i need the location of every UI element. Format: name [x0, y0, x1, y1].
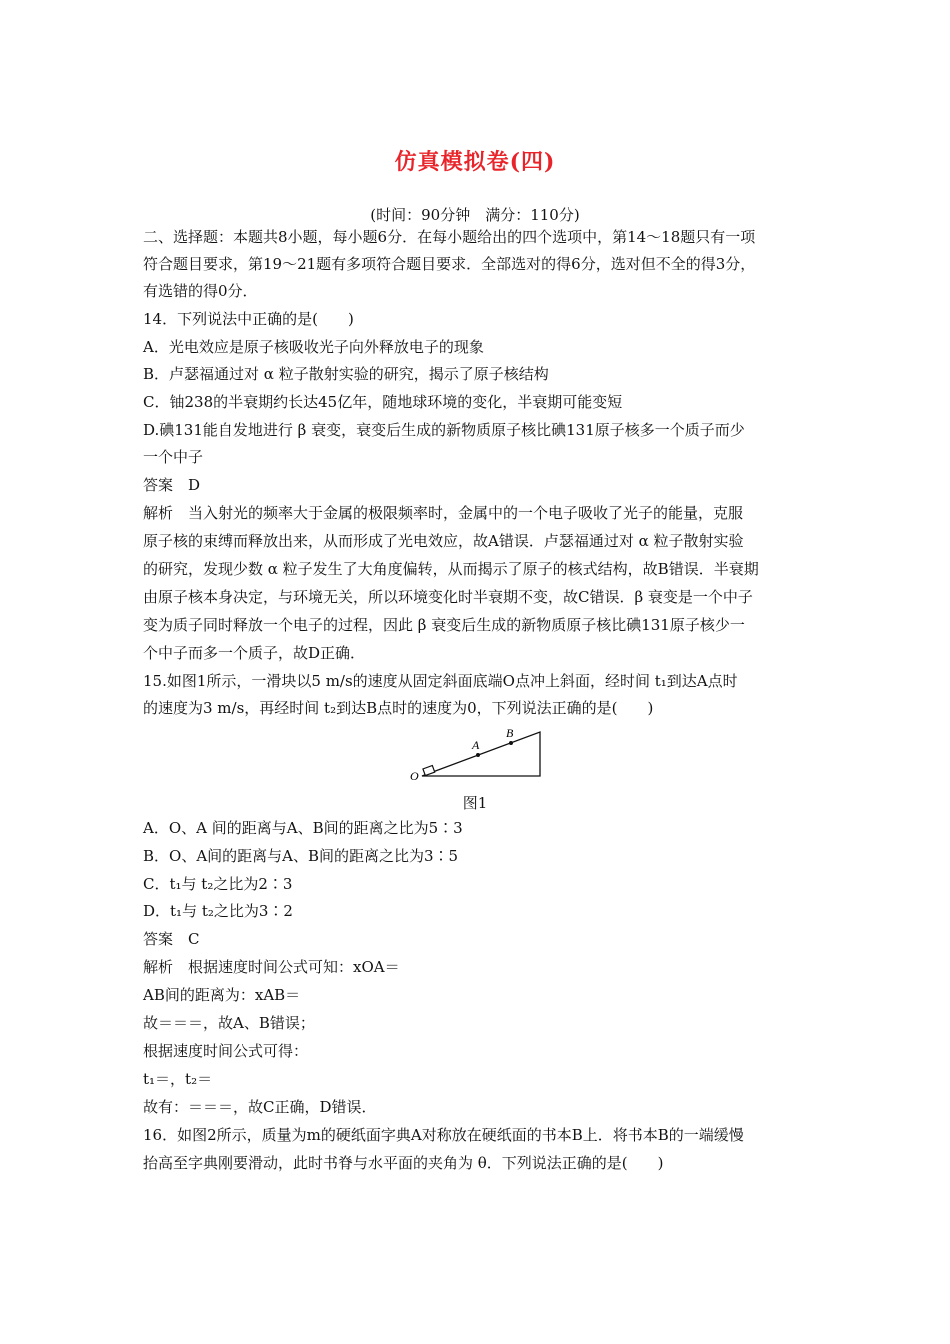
question-16: 16．如图2所示，质量为m的硬纸面字典A对称放在硬纸面的书本B上．将书本B的一端缓慢 [143, 1126, 744, 1144]
figure-caption: 图1 [462, 794, 488, 812]
point-a-dot [476, 753, 480, 757]
text-line: 二、选择题：本题共8小题，每小题6分．在每小题给出的四个选项中，第14～18题只有一项 [143, 228, 756, 246]
incline-triangle [422, 732, 540, 776]
analysis-line: 变为质子同时释放一个电子的过程，因此 β 衰变后生成的新物质原子核比碘131原子核少一 [143, 616, 745, 634]
analysis-line: 故有：＝＝＝，故C正确，D错误． [143, 1098, 377, 1116]
option-c: C．t₁与 t₂之比为2∶3 [143, 875, 293, 893]
analysis-line: 根据速度时间公式可得： [143, 1042, 309, 1060]
analysis-15: 解析 根据速度时间公式可知：xOA＝ [143, 958, 400, 976]
text-line: 符合题目要求，第19～21题有多项符合题目要求．全部选对的得6分，选对但不全的得3分， [143, 255, 756, 273]
analysis-14: 解析 当入射光的频率大于金属的极限频率时，金属中的一个电子吸收了光子的能量，克服 [143, 504, 744, 522]
page-title: 仿真模拟卷(四) [394, 149, 556, 175]
analysis-line: 由原子核本身决定，与环境无关，所以环境变化时半衰期不变，故C错误．β 衰变是一个中子 [143, 588, 753, 606]
answer-14: 答案 D [143, 476, 201, 494]
slider-block [423, 766, 435, 776]
label-o: O [410, 769, 419, 782]
question-15-cont: 的速度为3 m/s，再经时间 t₂到达B点时的速度为0，下列说法正确的是( ) [143, 699, 654, 717]
answer-15: 答案 C [143, 930, 200, 948]
analysis-line: 原子核的束缚而释放出来，从而形成了光电效应，故A错误．卢瑟福通过对 α 粒子散射实验 [143, 532, 744, 550]
question-16-cont: 抬高至字典刚要滑动，此时书脊与水平面的夹角为 θ．下列说法正确的是( ) [143, 1154, 664, 1172]
incline-figure [400, 720, 550, 782]
option-d-cont: 一个中子 [143, 448, 204, 466]
label-b: B [506, 726, 514, 740]
option-a: A．O、A 间的距离与A、B间的距离之比为5∶3 [143, 819, 463, 837]
point-b-dot [509, 741, 513, 745]
option-b: B．O、A间的距离与A、B间的距离之比为3∶5 [143, 847, 459, 865]
question-14: 14．下列说法中正确的是( ) [143, 310, 354, 328]
text-line: 有选错的得0分． [143, 282, 258, 300]
analysis-line: 的研究，发现少数 α 粒子发生了大角度偏转，从而揭示了原子的核式结构，故B错误．半衰期 [143, 560, 759, 578]
label-a: A [472, 738, 480, 752]
option-c: C．铀238的半衰期约长达45亿年，随地球环境的变化，半衰期可能变短 [143, 393, 623, 411]
analysis-line: AB间的距离为：xAB＝ [143, 986, 301, 1004]
option-d: D．t₁与 t₂之比为3∶2 [143, 902, 293, 920]
option-a: A．光电效应是原子核吸收光子向外释放电子的现象 [143, 338, 484, 356]
question-15: 15.如图1所示，一滑块以5 m/s的速度从固定斜面底端O点冲上斜面，经时间 t₁到达A点时 [143, 672, 738, 690]
analysis-line: 个中子而多一个质子，故D正确． [143, 644, 366, 662]
option-d: D.碘131能自发地进行 β 衰变，衰变后生成的新物质原子核比碘131原子核多一个质子而少 [143, 421, 745, 439]
analysis-line: 故＝＝＝，故A、B错误； [143, 1014, 315, 1032]
analysis-line: t₁＝，t₂＝ [143, 1070, 213, 1088]
exam-meta: (时间：90分钟 满分：110分) [370, 206, 580, 224]
option-b: B．卢瑟福通过对 α 粒子散射实验的研究，揭示了原子核结构 [143, 365, 549, 383]
